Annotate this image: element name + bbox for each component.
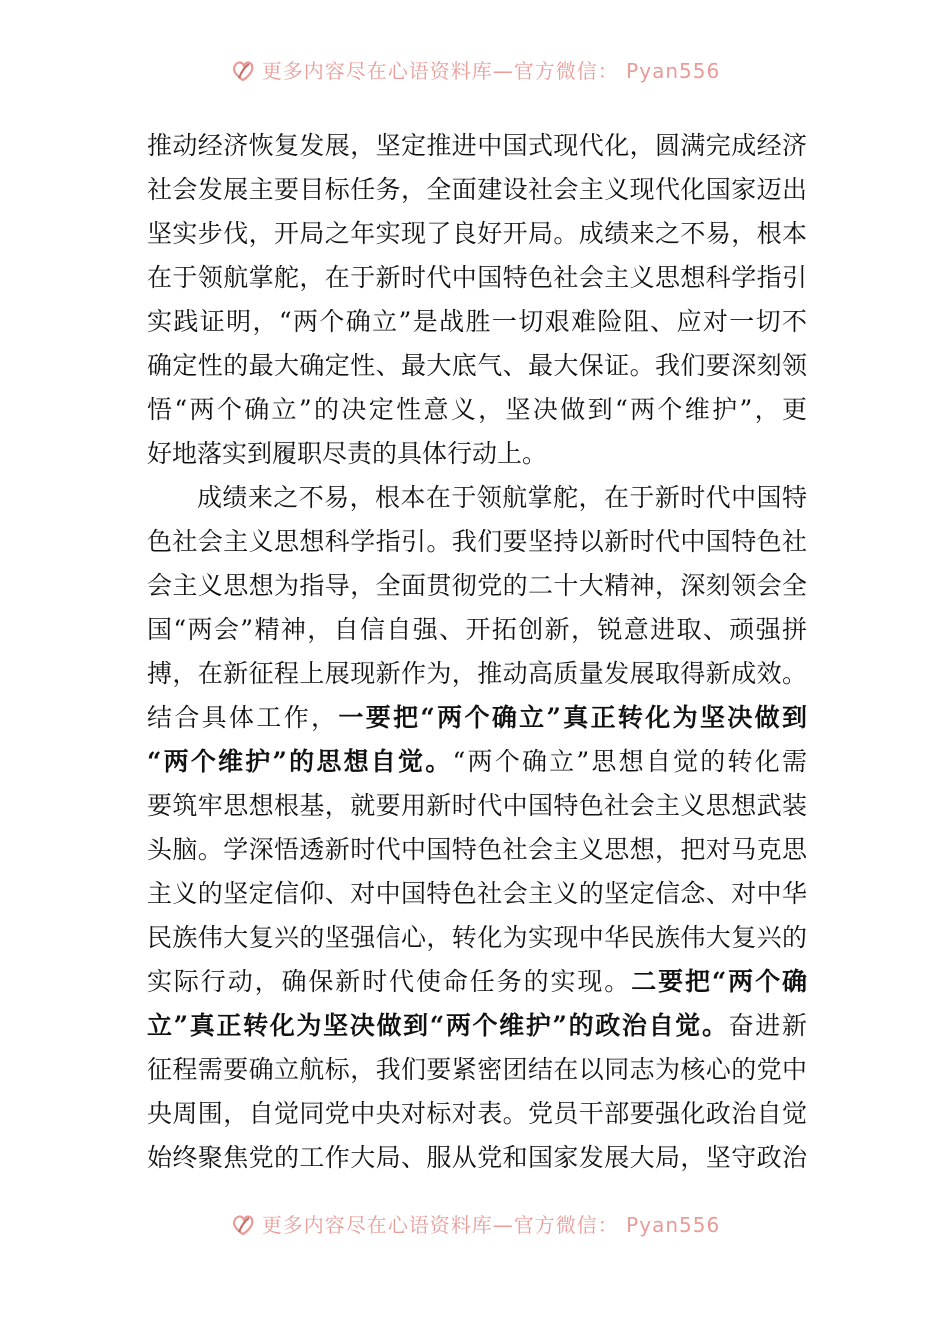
- text-line: [147, 388, 807, 432]
- body-text: 坚实步伐，开局之年实现了良好开局。成绩来之不易，根本: [147, 219, 807, 248]
- body-text: 好地落实到履职尽责的具体行动上。: [147, 439, 548, 468]
- text-line: [147, 476, 807, 520]
- text-line: [147, 212, 807, 256]
- text-line: [147, 344, 807, 388]
- bold-text: 一要把“两个确立”真正转化为坚决做到: [338, 703, 807, 732]
- body-text: 结合具体工作，: [147, 703, 339, 732]
- body-text: 实际行动，确保新时代使命任务的实现。: [147, 967, 632, 996]
- text-line: [147, 916, 807, 960]
- text-line: [147, 608, 807, 652]
- watermark-footer: [0, 1206, 950, 1240]
- body-text: 色社会主义思想科学指引。我们要坚持以新时代中国特色社: [147, 527, 807, 556]
- text-line: [147, 872, 807, 916]
- document-body: [147, 124, 807, 1180]
- bold-text: “两个维护”的思想自觉。: [147, 747, 453, 776]
- text-line: [147, 696, 807, 740]
- logo-icon: [230, 1210, 256, 1236]
- body-text: 要筑牢思想根基，就要用新时代中国特色社会主义思想武装: [147, 791, 807, 820]
- watermark-header: [0, 52, 950, 86]
- watermark-text: 更多内容尽在心语资料库—官方微信： Pyan556: [261, 58, 721, 83]
- text-line: [147, 168, 807, 212]
- body-text: 征程需要确立航标，我们要紧密团结在以同志为核心的党中: [147, 1055, 807, 1084]
- bold-text: 立”真正转化为坚决做到“两个维护”的政治自觉。: [147, 1011, 729, 1040]
- text-line: [147, 1136, 807, 1180]
- text-line: [147, 740, 807, 784]
- text-line: [147, 124, 807, 168]
- body-text: 国“两会”精神，自信自强、开拓创新，锐意进取、顽强拼: [147, 615, 807, 644]
- body-text: 悟“两个确立”的决定性意义，坚决做到“两个维护”，更: [147, 395, 807, 424]
- body-text: 头脑。学深悟透新时代中国特色社会主义思想，把对马克思: [147, 835, 807, 864]
- body-text: 推动经济恢复发展，坚定推进中国式现代化，圆满完成经济: [147, 131, 807, 160]
- body-text: 确定性的最大确定性、最大底气、最大保证。我们要深刻领: [147, 351, 807, 380]
- text-line: [147, 432, 807, 476]
- logo-icon: [230, 56, 256, 82]
- body-text: 成绩来之不易，根本在于领航掌舵，在于新时代中国特: [197, 483, 807, 512]
- text-line: [147, 1048, 807, 1092]
- text-line: [147, 256, 807, 300]
- body-text: 主义的坚定信仰、对中国特色社会主义的坚定信念、对中华: [147, 879, 807, 908]
- body-text: 社会发展主要目标任务，全面建设社会主义现代化国家迈出: [147, 175, 807, 204]
- body-text: 奋进新: [728, 1011, 807, 1040]
- body-text: 始终聚焦党的工作大局、服从党和国家发展大局，坚守政治: [147, 1143, 807, 1172]
- text-line: [147, 960, 807, 1004]
- body-text: 民族伟大复兴的坚强信心，转化为实现中华民族伟大复兴的: [147, 923, 807, 952]
- body-text: 搏，在新征程上展现新作为，推动高质量发展取得新成效。: [147, 659, 807, 688]
- text-line: [147, 300, 807, 344]
- body-text: “两个确立”思想自觉的转化需: [452, 747, 807, 776]
- body-text: 实践证明，“两个确立”是战胜一切艰难险阻、应对一切不: [147, 307, 807, 336]
- body-text: 在于领航掌舵，在于新时代中国特色社会主义思想科学指引: [147, 263, 807, 292]
- text-line: [147, 784, 807, 828]
- body-text: 会主义思想为指导，全面贯彻党的二十大精神，深刻领会全: [147, 571, 807, 600]
- text-line: [147, 652, 807, 696]
- text-line: [147, 1092, 807, 1136]
- bold-text: 二要把“两个确: [631, 967, 807, 996]
- text-line: [147, 828, 807, 872]
- text-line: [147, 1004, 807, 1048]
- text-line: [147, 564, 807, 608]
- text-line: [147, 520, 807, 564]
- watermark-text: 更多内容尽在心语资料库—官方微信： Pyan556: [261, 1212, 721, 1237]
- body-text: 央周围，自觉同党中央对标对表。党员干部要强化政治自觉: [147, 1099, 807, 1128]
